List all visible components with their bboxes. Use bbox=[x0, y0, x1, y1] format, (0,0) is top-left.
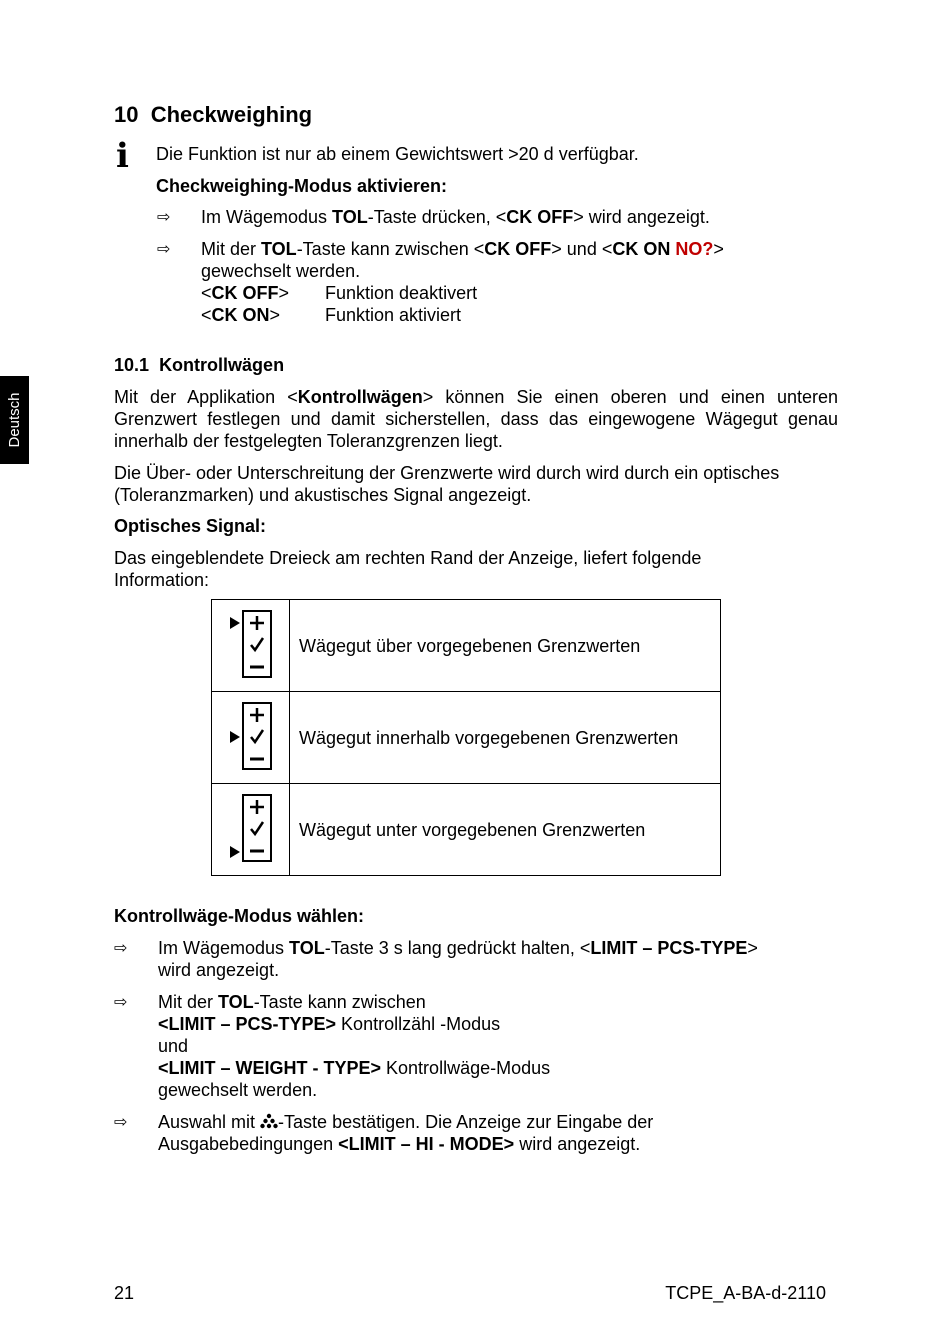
text: Mit der Applikation < bbox=[114, 387, 298, 407]
text: > können Sie einen oberen und einen unteren bbox=[422, 387, 838, 407]
display-code: CK OFF bbox=[211, 283, 279, 303]
text: gewechselt werden. bbox=[201, 261, 361, 281]
text: Funktion deaktivert bbox=[325, 283, 478, 303]
chapter-heading bbox=[114, 102, 312, 128]
section-number: 10.1 bbox=[114, 355, 150, 375]
text: Auswahl mit bbox=[158, 1112, 261, 1132]
text: -Taste bestätigen. Die Anzeige zur Eingabe der bbox=[278, 1112, 654, 1132]
text: gewechselt werden. bbox=[158, 1080, 318, 1100]
arrow-icon: ⇨ bbox=[157, 207, 171, 226]
key-label: TOL bbox=[218, 992, 254, 1012]
display-code: <LIMIT – HI - MODE> bbox=[338, 1134, 515, 1154]
text: -Taste drücken, < bbox=[367, 207, 507, 227]
arrow-icon: ⇨ bbox=[157, 239, 171, 258]
text: > bbox=[747, 938, 758, 958]
tolerance-marker-icon bbox=[212, 600, 289, 686]
mode-step-1 bbox=[158, 937, 758, 981]
paragraph-2 bbox=[114, 462, 779, 506]
text: Funktion aktiviert bbox=[325, 305, 462, 325]
document-id: TCPE_A-BA-d-2110 bbox=[665, 1283, 826, 1303]
display-code: <LIMIT – WEIGHT - TYPE> bbox=[158, 1058, 382, 1078]
table-row bbox=[212, 784, 721, 876]
activate-step-1 bbox=[201, 206, 710, 228]
text: Grenzwert festlegen und damit sicherstellen, dass das eingewogene Wägegut genau bbox=[114, 409, 838, 429]
signal-text: Wägegut über vorgegebenen Grenzwerten bbox=[290, 600, 721, 692]
text: Kontrollzähl -Modus bbox=[336, 1014, 501, 1034]
tolerance-indicator-under bbox=[212, 784, 290, 876]
text: -Taste 3 s lang gedrückt halten, < bbox=[324, 938, 591, 958]
activate-title: Checkweighing-Modus aktivieren: bbox=[156, 176, 448, 196]
text: innerhalb der festgelegten Toleranzgrenzen liegt. bbox=[114, 431, 503, 451]
text: wird angezeigt. bbox=[158, 960, 280, 980]
chapter-title: Checkweighing bbox=[150, 102, 313, 127]
language-tab bbox=[0, 376, 29, 464]
text: Mit der bbox=[158, 992, 219, 1012]
page-number: 21 bbox=[114, 1283, 135, 1303]
table-row bbox=[212, 692, 721, 784]
text: Kontrollwäge-Modus bbox=[381, 1058, 551, 1078]
text: > bbox=[713, 239, 724, 259]
display-code: <LIMIT – PCS-TYPE> bbox=[158, 1014, 337, 1034]
text: wird angezeigt. bbox=[514, 1134, 641, 1154]
info-text: Die Funktion ist nur ab einem Gewichtswert >20 d verfügbar. bbox=[156, 144, 639, 164]
tare-key-icon bbox=[260, 1113, 278, 1129]
off-row: <CK OFF> Funktion deaktivert bbox=[201, 283, 478, 303]
optical-signal-title: Optisches Signal: bbox=[114, 516, 267, 536]
paragraph-1 bbox=[114, 386, 838, 452]
mode-step-2 bbox=[158, 991, 550, 1101]
text: Im Wägemodus bbox=[158, 938, 290, 958]
tolerance-indicator-over bbox=[212, 600, 290, 692]
display-code: CK OFF bbox=[484, 239, 552, 259]
text: und bbox=[158, 1036, 189, 1056]
text: Das eingeblendete Dreieck am rechten Rand der Anzeige, liefert folgende bbox=[114, 548, 702, 568]
key-label: TOL bbox=[332, 207, 368, 227]
on-row: <CK ON> Funktion aktiviert bbox=[201, 305, 462, 325]
text: (Toleranzmarken) und akustisches Signal angezeigt. bbox=[114, 485, 532, 505]
signal-table bbox=[211, 599, 721, 876]
mode-step-3 bbox=[158, 1111, 653, 1155]
display-code: CK ON bbox=[211, 305, 270, 325]
text: > wird angezeigt. bbox=[573, 207, 710, 227]
signal-text: Wägegut unter vorgegebenen Grenzwerten bbox=[290, 784, 721, 876]
display-code-highlight: NO? bbox=[675, 239, 714, 259]
display-code: CK OFF bbox=[506, 207, 574, 227]
text: Mit der bbox=[201, 239, 262, 259]
key-label: TOL bbox=[289, 938, 325, 958]
arrow-icon: ⇨ bbox=[114, 938, 128, 957]
text: Im Wägemodus bbox=[201, 207, 333, 227]
text: Die Über- oder Unterschreitung der Grenzwerte wird durch wird durch ein optisches bbox=[114, 463, 780, 483]
display-code: CK ON bbox=[612, 239, 676, 259]
table-row bbox=[212, 600, 721, 692]
paragraph-3 bbox=[114, 547, 701, 591]
tolerance-marker-icon bbox=[212, 784, 289, 870]
activate-step-2 bbox=[201, 238, 724, 326]
section-title: Kontrollwägen bbox=[159, 355, 285, 375]
text: -Taste kann zwischen bbox=[253, 992, 426, 1012]
text: Information: bbox=[114, 570, 210, 590]
display-code: LIMIT – PCS-TYPE bbox=[590, 938, 748, 958]
key-label: TOL bbox=[261, 239, 297, 259]
mode-title: Kontrollwäge-Modus wählen: bbox=[114, 906, 364, 926]
section-heading bbox=[114, 354, 284, 376]
tolerance-marker-icon bbox=[212, 692, 289, 778]
text: > und < bbox=[551, 239, 613, 259]
tolerance-indicator-within bbox=[212, 692, 290, 784]
info-icon: i bbox=[116, 136, 129, 176]
chapter-number: 10 bbox=[114, 102, 139, 127]
signal-text: Wägegut innerhalb vorgegebenen Grenzwerten bbox=[290, 692, 721, 784]
app-name: Kontrollwägen bbox=[297, 387, 423, 407]
arrow-icon: ⇨ bbox=[114, 1112, 128, 1131]
arrow-icon: ⇨ bbox=[114, 992, 128, 1011]
text: Ausgabebedingungen bbox=[158, 1134, 339, 1154]
text: -Taste kann zwischen < bbox=[296, 239, 485, 259]
language-tab-label: Deutsch bbox=[5, 392, 23, 448]
